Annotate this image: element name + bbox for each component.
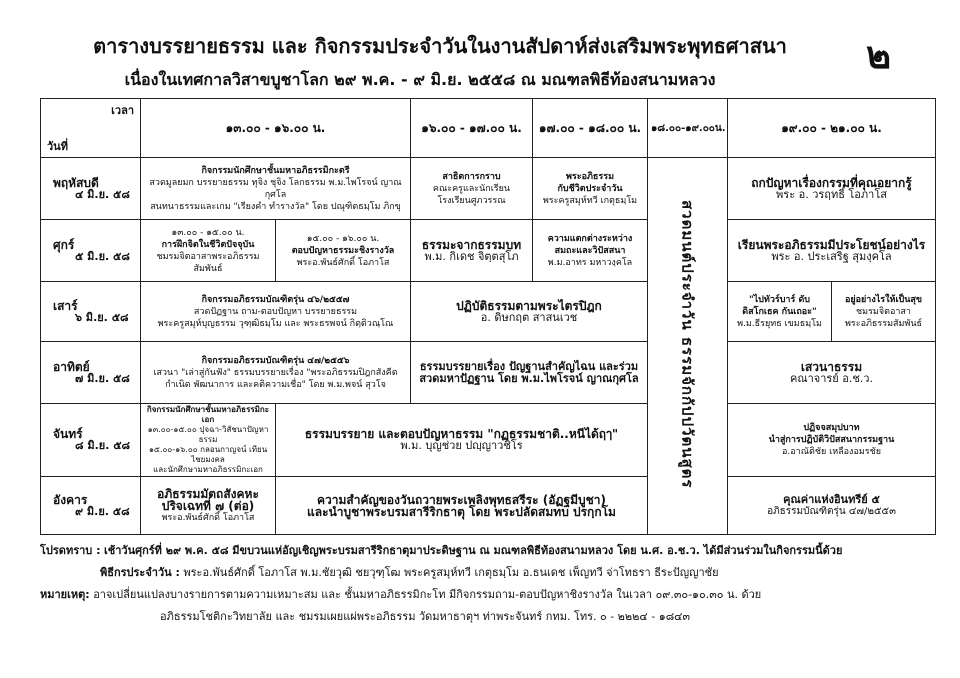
activity-cell xyxy=(728,477,936,535)
activity-line: พระ อ. ประเสริฐ สุมงฺคโล xyxy=(771,249,892,263)
note-text: เช้าวันศุกร์ที่ ๒๙ พ.ค. ๕๘ มีขบวนแห่อัญเชิญพระบรมสารีริกธาตุมาประดิษฐาน ณ มณฑลพิธีท้องสนามหลวง โดย น.ศ. อ.ช.ว. ได้มีส่วนร่วมในกิจกรรมนี้ด้วย xyxy=(104,544,843,557)
page-title: ตารางบรรยายธรรม และ กิจกรรมประจำวันในงานสัปดาห์ส่งเสริมพระพุทธศาสนา xyxy=(93,34,787,58)
activity-title: พระอภิธรรม xyxy=(565,171,615,182)
activity-cell xyxy=(141,477,276,535)
slot-header-5: ๑๙.๐๐ - ๒๑.๐๐ น. xyxy=(728,99,936,158)
activity-title: ธรรมบรรยาย และตอบปัญหาธรรม "กฏธรรมชาติ..หนีได้ฤๅ" xyxy=(304,427,619,441)
note-row xyxy=(40,562,935,584)
slot-header-4: ๑๘.๐๐-๑๙.๐๐น. xyxy=(648,99,728,158)
activity-time: ๑๕.๐๐ - ๑๖.๐๐ น. xyxy=(306,233,380,244)
activity-line: อภิธรรมบัณฑิตรุ่น ๔๗/๒๕๕๓ xyxy=(767,505,896,517)
activity-cell xyxy=(411,220,533,282)
activity-title: อยู่อย่างไรให้เป็นสุข xyxy=(844,294,923,305)
activity-title: กิจกรรมอภิธรรมบัณฑิตรุ่น ๔๗/๒๕๕๖ xyxy=(201,355,350,366)
table-row xyxy=(41,404,936,477)
activity-line: พระอ.พันธ์ศักดิ์ โอภาโส xyxy=(161,512,255,523)
activity-line: ๑๕.๐๐-๑๖.๐๐ กลอนกาญจน์ เทียนไชยมงคล xyxy=(148,445,268,464)
activity-line: พ.ม. กิเดช จิตฺตสุโภ xyxy=(424,249,519,263)
activity-line: สวดมูลยมก บรรยายธรรม ทุจิง ชุจิง โลกธรรม พ.ม.ไพโรจน์ ญาณกุศโล xyxy=(149,177,402,200)
activity-title: ความสำคัญของวันถวายพระเพลิงพุทธสรีระ (อัฏฐมีบูชา) xyxy=(317,492,606,507)
activity-line: กับชีวิตประจำวัน xyxy=(557,183,623,194)
activity-cell xyxy=(141,158,411,220)
activity-line: อ.อาณัติชัย เหลืองอมรชัย xyxy=(781,447,882,457)
day-date: ๔ มิ.ย. ๕๘ xyxy=(75,187,130,201)
note-row xyxy=(40,584,935,606)
note-label: พิธีกรประจำวัน : xyxy=(100,566,180,579)
note-label: หมายเหตุ: xyxy=(40,588,90,601)
activity-cell xyxy=(533,220,648,282)
activity-title: กิจกรรมอภิธรรมบัณฑิตรุ่น ๔๖/๒๕๕๗ xyxy=(201,294,350,305)
activity-line: พระอ.พันธ์ศักดิ์ โอภาโส xyxy=(296,257,390,268)
activity-line: และนักศึกษามหาอภิธรรมิกะเอก xyxy=(153,465,263,474)
activity-line: พระ อ. วรฤทธิ์ โอภาโส xyxy=(776,187,887,201)
day-date: ๕ มิ.ย. ๕๘ xyxy=(75,249,130,263)
day-date: ๘ มิ.ย. ๕๘ xyxy=(75,439,131,452)
day-name: เสาร์ xyxy=(53,298,78,313)
activity-title: ตอบปัญหาธรรมะชิงรางวัล xyxy=(291,245,395,256)
schedule-table xyxy=(40,98,936,535)
note-label: โปรดทราบ : xyxy=(40,544,101,557)
activity-line: พระครูสมุห์บุญธรรม วุฑฺฒิธมฺโม และ พระธรพจน์ กิตฺติวณฺโณ xyxy=(157,318,394,329)
day-cell xyxy=(41,158,141,220)
activity-time: ๑๓.๐๐ - ๑๕.๐๐ น. xyxy=(171,227,245,238)
slot-header-2: ๑๖.๐๐ - ๑๗.๐๐ น. xyxy=(411,99,533,158)
activity-title: อภิธรรมมัตถสังคหะ xyxy=(157,486,259,501)
activity-title: เรียนพระอภิธรรมมีประโยชน์อย่างไร xyxy=(737,237,926,252)
activity-cell xyxy=(141,220,276,282)
activity-title: ปฏิจจสมุปบาท xyxy=(803,423,860,433)
activity-line: พระอภิธรรมสัมพันธ์ xyxy=(844,318,923,329)
day-cell xyxy=(41,404,141,477)
day-name: อังคาร xyxy=(53,492,88,507)
activity-title: คุณค่าแห่งอินทรีย์ ๕ xyxy=(783,492,880,506)
activity-line: พระครูสมุห์ทวี เกตุธมฺโม xyxy=(542,195,638,206)
activity-title: เสวนาธรรม xyxy=(800,359,863,374)
note-row xyxy=(40,540,935,562)
activity-cell xyxy=(276,477,648,535)
table-row xyxy=(41,220,936,282)
activity-title: ธรรมบรรยายเรื่อง ปัญฐานสำคัญไฉน และร่วม xyxy=(419,359,639,373)
activity-line: กำเนิด พัฒนาการ และคติความเชื่อ" โดย พ.ม.พจน์ สุวโจ xyxy=(165,379,386,390)
corner-cell xyxy=(41,99,141,158)
day-date: ๖ มิ.ย. ๕๘ xyxy=(75,310,129,324)
note-row xyxy=(40,606,935,628)
day-name: ศุกร์ xyxy=(53,237,75,252)
day-label: วันที่ xyxy=(47,140,68,153)
note-text: อภิธรรมโชติกะวิทยาลัย และ ชมรมเผยแผ่พระอภิธรรม วัดมหาธาตุฯ ท่าพระจันทร์ กทม. โทร. ๐ - ๒๒๒๔ - ๑๘๔๓ xyxy=(160,610,691,623)
activity-line: อ. ดิษกฤต สาสนเวช xyxy=(480,310,578,324)
day-name: อาทิตย์ xyxy=(53,359,90,374)
activity-title: ปฏิบัติธรรมตามพระไตรปิฎก xyxy=(456,298,602,313)
day-cell xyxy=(41,342,141,404)
activity-cell xyxy=(411,282,648,342)
activity-line: คณาจารย์ อ.ช.ว. xyxy=(790,371,873,385)
chanting-cell xyxy=(648,158,728,535)
notes-section xyxy=(40,540,935,628)
activity-line: สนทนาธรรมและเกม "เรียงคำ ทำรางวัล" โดย ปณุฑิตธมฺโม ภิกขุ xyxy=(150,201,401,212)
table-row xyxy=(41,342,936,404)
table-row xyxy=(41,477,936,535)
page-number: ๒ xyxy=(866,33,892,77)
day-cell xyxy=(41,282,141,342)
slot-header-3: ๑๗.๐๐ - ๑๘.๐๐ น. xyxy=(533,99,648,158)
header-row xyxy=(41,99,936,158)
activity-title: สาธิตการกราบ xyxy=(442,171,501,182)
note-text: อาจเปลี่ยนแปลงบางรายการตามความเหมาะสม และ ชั้นมหาอภิธรรมิกะโท มีกิจกรรมถาม-ตอบปัญหาชิงรางวัล ในเวลา ๐๙.๓๐-๑๐.๓๐ น. ด้วย xyxy=(93,588,762,601)
table-row xyxy=(41,282,936,342)
activity-cell xyxy=(728,342,936,404)
activity-line: ชมรมจิตอาสา xyxy=(856,306,911,317)
activity-title: กิจกรรมนักศึกษาชั้นมหาอภิธรรมิกะตรี xyxy=(201,165,350,176)
activity-title: การฝึกจิตในชีวิตปัจจุบัน xyxy=(161,239,255,250)
activity-cell xyxy=(728,220,936,282)
activity-line: สวดมหาปัฏฐาน โดย พ.ม.ไพโรจน์ ญาณกุศโล xyxy=(419,371,639,385)
activity-line: ดิสโกเธค กันเถอะ" xyxy=(742,306,817,317)
activity-line: พ.ม.ธีรยุทธ เขมธมฺโม xyxy=(737,318,822,329)
activity-cell xyxy=(832,282,936,342)
activity-line: โรงเรียนศูภวรรณ xyxy=(437,195,506,206)
chanting-text: สวดมนต์ประจำวัน ธรรมจักกัปปวัตนสูตร xyxy=(678,199,697,489)
note-text: พระอ.พันธ์ศักดิ์ โอภาโส พ.ม.ชัยวุฒิ ชยวุฑฺโฒ พระครูสมุห์ทวี เกตุธมฺโม อ.ธนเดช เพ็ญทวี จ่าโทธรา ธีระปัญญาชัย xyxy=(183,566,719,579)
activity-cell xyxy=(276,220,411,282)
activity-cell xyxy=(411,342,648,404)
activity-title: "ไปทัวร์บาร์ ดับ xyxy=(748,294,811,305)
activity-cell xyxy=(728,158,936,220)
activity-cell xyxy=(141,404,276,477)
activity-line: พ.ม.อาทร มหาวงฺคโล xyxy=(547,257,633,268)
activity-line: ชมรมจิตอาสาพระอภิธรรมสัมพันธ์ xyxy=(156,251,260,274)
activity-cell xyxy=(276,404,648,477)
page-subtitle: เนื่องในเทศกาลวิสาขบูชาโลก ๒๙ พ.ค. - ๙ มิ.ย. ๒๕๕๘ ณ มณฑลพิธีท้องสนามหลวง xyxy=(124,70,716,89)
day-date: ๙ มิ.ย. ๕๘ xyxy=(75,504,130,518)
activity-line: ปริจเฉทที่ ๗ (ต่อ) xyxy=(161,498,255,513)
activity-line: เสวนา "เล่าสู่กันฟัง" ธรรมบรรยายเรื่อง "พระอภิธรรมปิฎกสังคีต xyxy=(153,367,398,378)
activity-line: ๑๓.๐๐-๑๕.๐๐ ปุจฉา-วิสัชนาปัญหาธรรม xyxy=(147,425,269,444)
activity-title: ธรรมะจากธรรมบท xyxy=(421,237,522,252)
day-name: จันทร์ xyxy=(53,427,83,441)
activity-cell xyxy=(728,404,936,477)
activity-title: ความแตกต่างระหว่าง xyxy=(547,233,633,244)
activity-line: นำสู่การปฏิบัติวิปัสสนากรรมฐาน xyxy=(768,435,895,445)
day-cell xyxy=(41,477,141,535)
activity-line: คณะครูและนักเรียน xyxy=(432,183,511,194)
activity-line: พ.ม. บุญช่วย ปญฺญาวชิโร xyxy=(400,439,523,452)
activity-title: ถกปัญหาเรื่องกรรมที่คุณอยากรู้ xyxy=(751,175,912,190)
table-row xyxy=(41,158,936,220)
activity-line: สมถะและวิปัสสนา xyxy=(554,245,626,256)
time-label: เวลา xyxy=(111,104,134,117)
activity-cell xyxy=(411,158,533,220)
activity-line: สวดปัฏฐาน ถาม-ตอบปัญหา บรรยายธรรม xyxy=(193,306,358,317)
day-name: พฤหัสบดี xyxy=(53,175,99,190)
activity-cell xyxy=(728,282,832,342)
activity-title: กิจกรรมนักศึกษาชั้นมหาอภิธรรมิกะเอก xyxy=(146,405,270,424)
activity-line: และนำบูชาพระบรมสารีริกธาตุ โดย พระปลัดสมทบ ปรกฺกโม xyxy=(307,504,616,519)
activity-cell xyxy=(141,282,411,342)
day-cell xyxy=(41,220,141,282)
slot-header-1: ๑๓.๐๐ - ๑๖.๐๐ น. xyxy=(141,99,411,158)
activity-cell xyxy=(141,342,411,404)
day-date: ๗ มิ.ย. ๕๘ xyxy=(75,371,130,385)
activity-cell xyxy=(533,158,648,220)
